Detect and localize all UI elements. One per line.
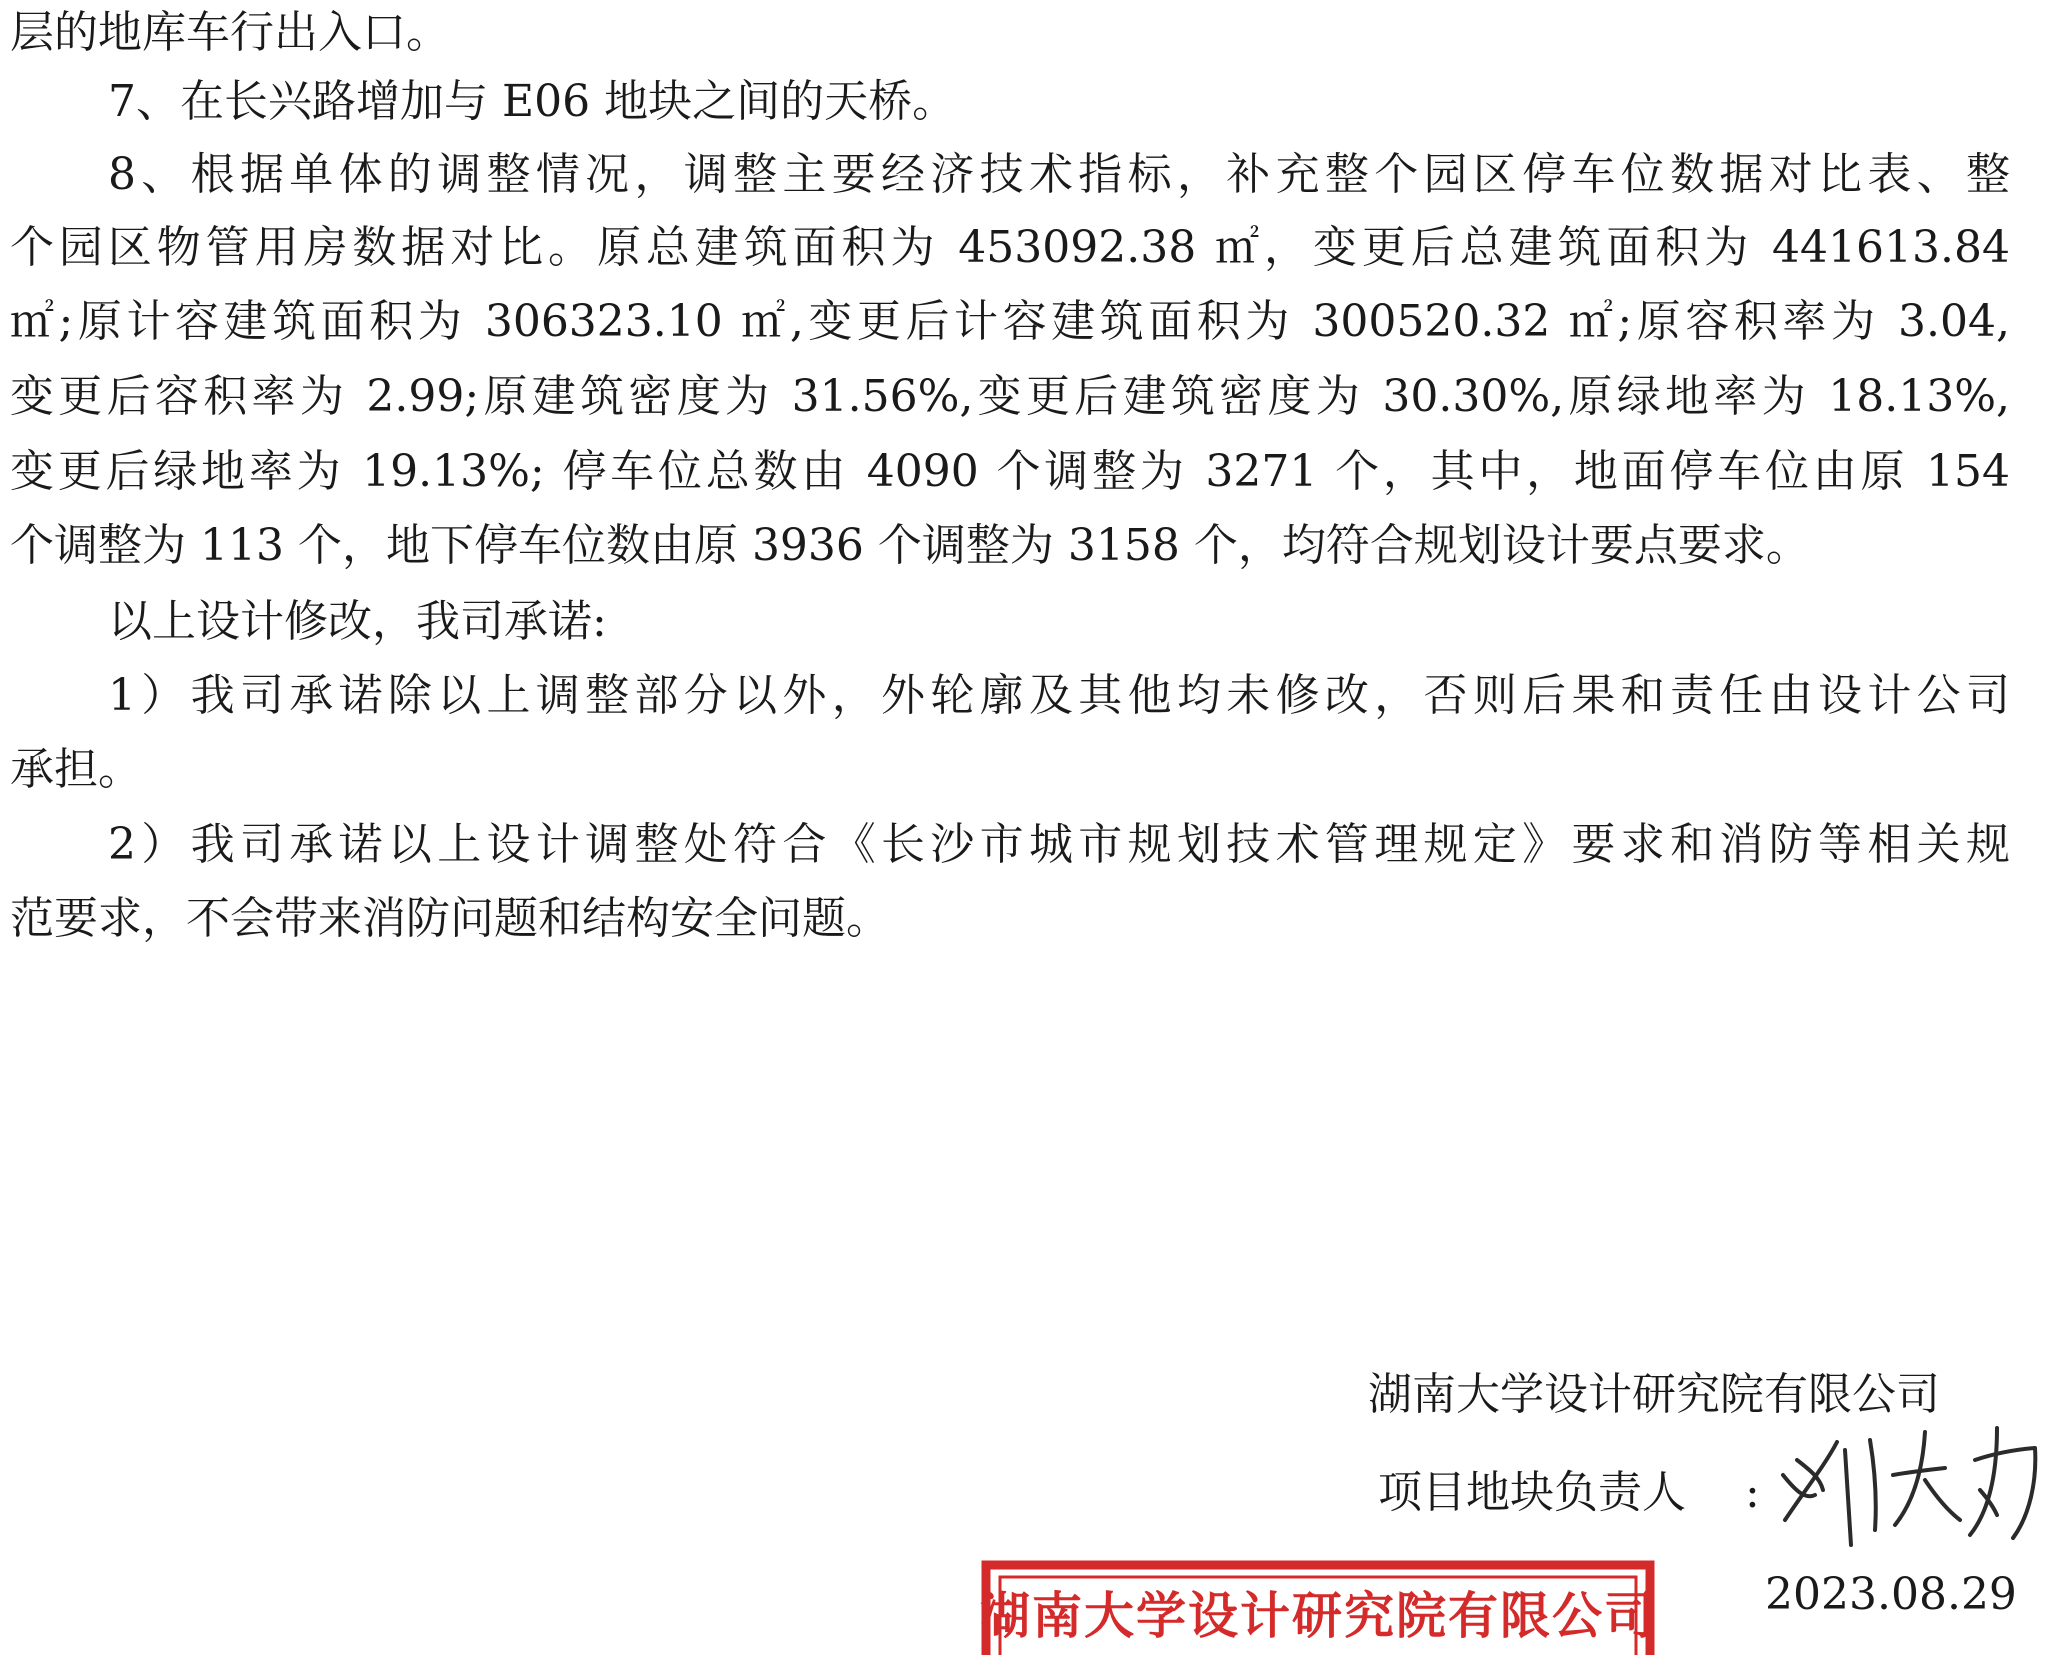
- paragraph-line: 层的地库车行出入口。: [10, 7, 450, 58]
- paragraph-line: 个调整为 113 个，地下停车位数由原 3936 个调整为 3158 个，均符合规划设计要点要求。: [10, 520, 1810, 571]
- company-name: 湖南大学设计研究院有限公司: [1368, 1369, 1940, 1420]
- commitment-intro: 以上设计修改，我司承诺:: [108, 596, 607, 647]
- paragraph-line: 变更后容积率为 2.99;原建筑密度为 31.56%,变更后建筑密度为 30.30%,原绿地率为 18.13%,: [10, 371, 2010, 422]
- paragraph-line: ㎡;原计容建筑面积为 306323.10 ㎡,变更后计容建筑面积为 300520.32 ㎡;原容积率为 3.04,: [10, 296, 2010, 347]
- handwritten-signature: [1775, 1420, 2045, 1560]
- company-seal-stamp: [978, 1555, 1658, 1655]
- commitment-item-1: 1）我司承诺除以上调整部分以外，外轮廓及其他均未修改，否则后果和责任由设计公司: [108, 670, 2010, 721]
- svg-text:湖南大学设计研究院有限公司: 湖南大学设计研究院有限公司: [980, 1587, 1656, 1645]
- signing-date: 2023.08.29: [1765, 1569, 2017, 1620]
- paragraph-line: 个园区物管用房数据对比。原总建筑面积为 453092.38 ㎡，变更后总建筑面积为 441613.84: [10, 222, 2010, 273]
- project-leader-label: 项目地块负责人: [1378, 1467, 1686, 1518]
- paragraph-item-8: 8、根据单体的调整情况，调整主要经济技术指标，补充整个园区停车位数据对比表、整: [108, 149, 2010, 200]
- commitment-item-2: 2）我司承诺以上设计调整处符合《长沙市城市规划技术管理规定》要求和消防等相关规: [108, 819, 2010, 870]
- paragraph-line: 承担。: [10, 744, 142, 795]
- paragraph-line: 变更后绿地率为 19.13%; 停车位总数由 4090 个调整为 3271 个，其中，地面停车位由原 154: [10, 446, 2010, 497]
- leader-colon: :: [1745, 1467, 1760, 1518]
- paragraph-item-7: 7、在长兴路增加与 E06 地块之间的天桥。: [108, 76, 957, 127]
- paragraph-line: 范要求，不会带来消防问题和结构安全问题。: [10, 893, 890, 944]
